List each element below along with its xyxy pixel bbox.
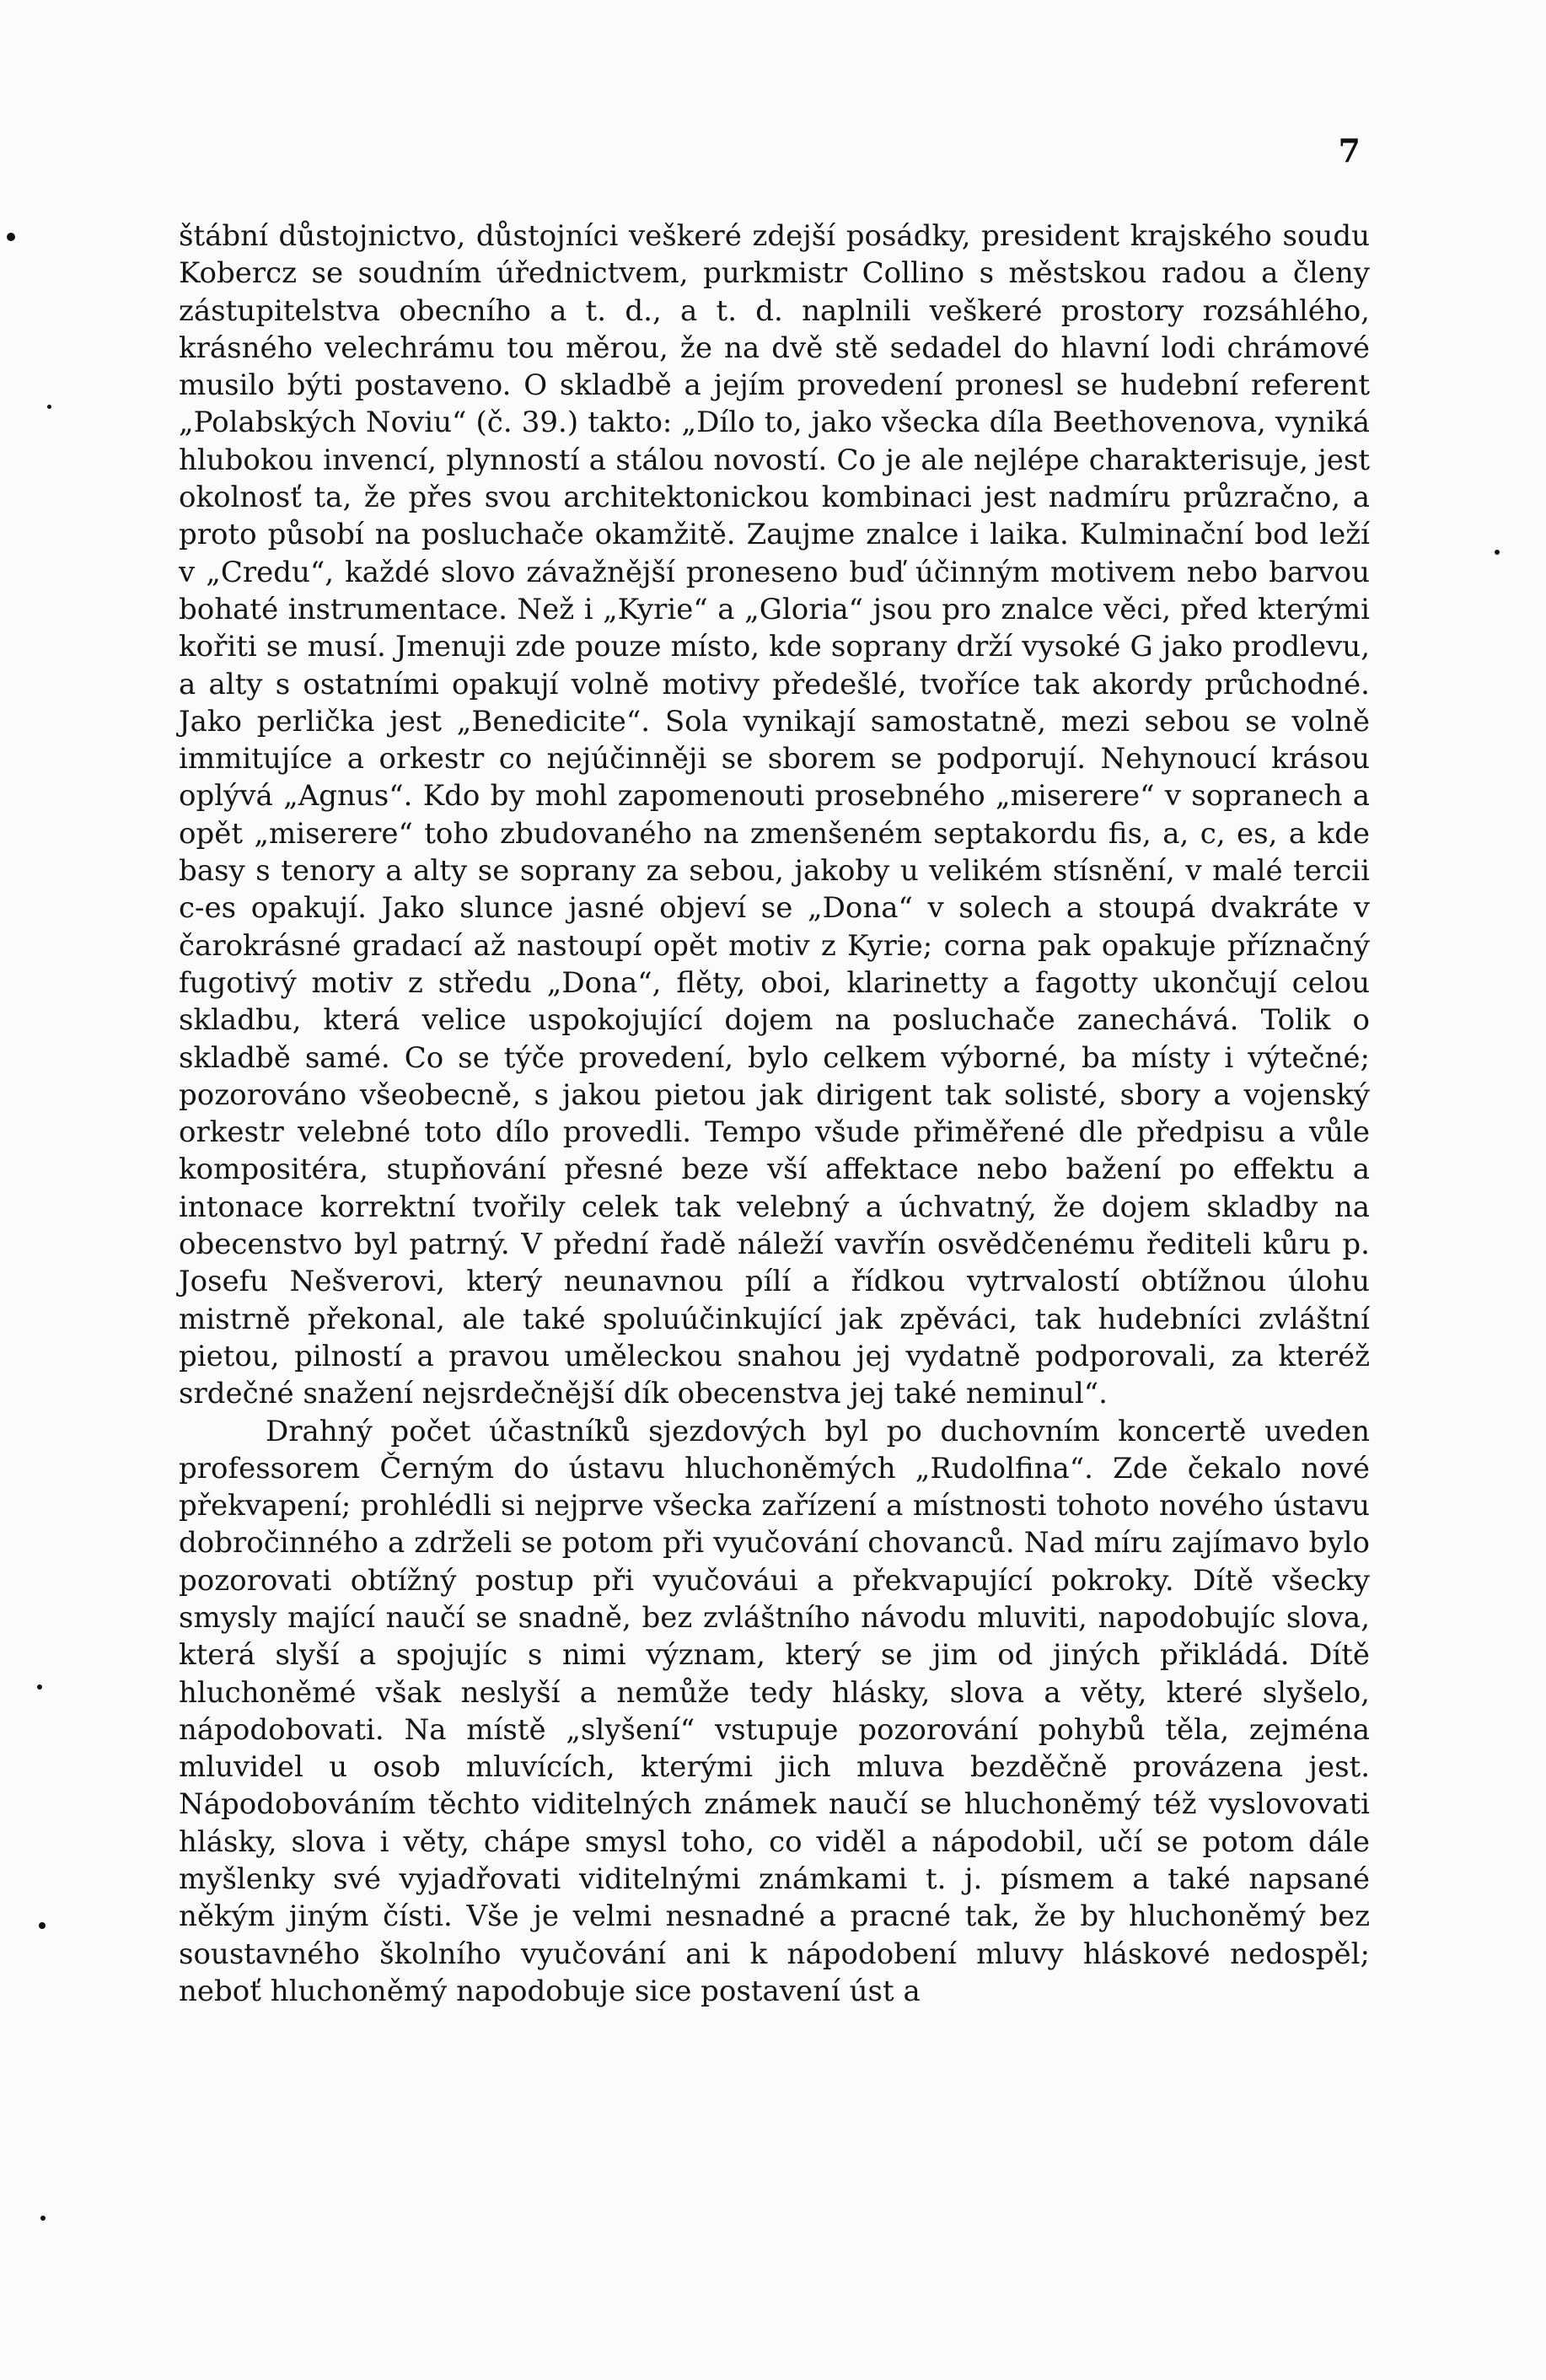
page-number: 7	[1338, 132, 1361, 169]
paragraph-concert-review: štábní důstojnictvo, důstojníci veškeré zdejší posádky, president krajského soudu Kobercz se soudním úřednictvem, purkmistr Collino s městskou radou a členy zástupitelstva obecního a t. d., a t. d. naplnili veškeré prostory rozsáhlého, krásného velechrámu tou měrou, že na dvě stě sedadel do hlavní lodi chrámové musilo býti postaveno. O skladbě a jejím provedení pronesl se hudební referent „Polabských Noviu“ (č. 39.) takto: „Dílo to, jako všecka díla Beethovenova, vyniká hlubokou invencí, plynností a stálou novostí. Co je ale nejlépe charakterisuje, jest okolnosť ta, že přes svou architektonickou kombinaci jest nadmíru průzračno, a proto působí na posluchače okamžitě. Zaujme znalce i laika. Kulminační bod leží v „Credu“, každé slovo závažnější proneseno buď účinným motivem nebo barvou bohaté instrumentace. Než i „Kyrie“ a „Gloria“ jsou pro znalce věci, před kterými kořiti se musí. Jmenuji zde pouze místo, kde soprany drží vysoké G jako prodlevu, a alty s ostatními opakují volně motivy předešlé, tvoříce tak akordy průchodné. Jako perlička jest „Benedicite“. Sola vynikají samostatně, mezi sebou se volně immitujíce a orkestr co nejúčinněji se sborem se podporují. Nehynoucí krásou oplývá „Agnus“. Kdo by mohl zapomenouti prosebného „miserere“ v sopranech a opět „miserere“ toho zbudovaného na zmenšeném septakordu fis, a, c, es, a kde basy s tenory a alty se soprany za sebou, jakoby u velikém stísnění, v malé tercii c-es opakují. Jako slunce jasné objeví se „Dona“ v solech a stoupá dvakráte v čarokrásné gradací až nastoupí opět motiv z Kyrie; corna pak opakuje příznačný fugotivý motiv z středu „Dona“, flěty, oboi, klarinetty a fagotty ukončují celou skladbu, která velice uspokojující dojem na posluchače zanechává. Tolik o skladbě samé. Co se týče provedení, bylo celkem výborné, ba místy i výtečné; pozorováno všeobecně, s jakou pietou jak dirigent tak solisté, sbory a vojenský orkestr velebné toto dílo provedli. Tempo všude přiměřené dle předpisu a vůle kompositéra, stupňování přesné beze vší affektace nebo bažení po effektu a intonace korrektní tvořily celek tak velebný a úchvatný, že dojem skladby na obecenstvo byl patrný. V přední řadě náleží vavřín osvědčenému řediteli kůru p. Josefu Nešverovi, který neunavnou pílí a řídkou vytrvalostí obtížnou úlohu mistrně překonal, ale také spoluúčinkující jak zpěváci, tak hudebníci zvláštní pietou, pilností a pravou uměleckou snahou jej vydatně podporovali, za kteréž srdečné snažení nejsrdečnější dík obecenstva jej také neminul“.	[179, 219, 1370, 1411]
scan-speck-mark	[37, 1684, 42, 1690]
scan-speck-mark	[40, 2216, 46, 2221]
scan-speck-mark	[7, 233, 15, 241]
body-text	[179, 218, 1370, 2010]
scan-speck-mark	[1495, 550, 1500, 555]
paragraph-deaf-institute: Drahný počet účastníků sjezdových byl po duchovním koncertě uveden professorem Černým do ústavu hluchoněmých „Rudolfina“. Zde čekalo nové překvapení; prohlédli si nejprve všecka zařízení a místnosti tohoto nového ústavu dobročinného a zdrželi se potom při vyučování chovanců. Nad míru zajímavo bylo pozorovati obtížný postup při vyučováui a překvapující pokroky. Dítě všecky smysly mající naučí se snadně, bez zvláštního návodu mluviti, napodobujíc slova, která slyší a spojujíc s nimi význam, který se jim od jiných přikládá. Dítě hluchoněmé však neslyší a nemůže tedy hlásky, slova a věty, které slyšelo, nápodobovati. Na místě „slyšení“ vstupuje pozorování pohybů těla, zejména mluvidel u osob mluvících, kterými jich mluva bezděčně provázena jest. Nápodobováním těchto viditelných známek naučí se hluchoněmý též vyslovovati hlásky, slova i věty, chápe smysl toho, co viděl a nápodobil, učí se potom dále myšlenky své vyjadřovati viditelnými známkami t. j. písmem a také napsané někým jiným čísti. Vše je velmi nesnadné a pracné tak, že by hluchoněmý bez soustavného školního vyučování ani k nápodobení mluvy hláskové nedospěl; neboť hluchoněmý napodobuje sice postavení úst a	[179, 1414, 1370, 2008]
scan-speck-mark	[47, 405, 51, 409]
scan-speck-mark	[39, 1922, 46, 1929]
